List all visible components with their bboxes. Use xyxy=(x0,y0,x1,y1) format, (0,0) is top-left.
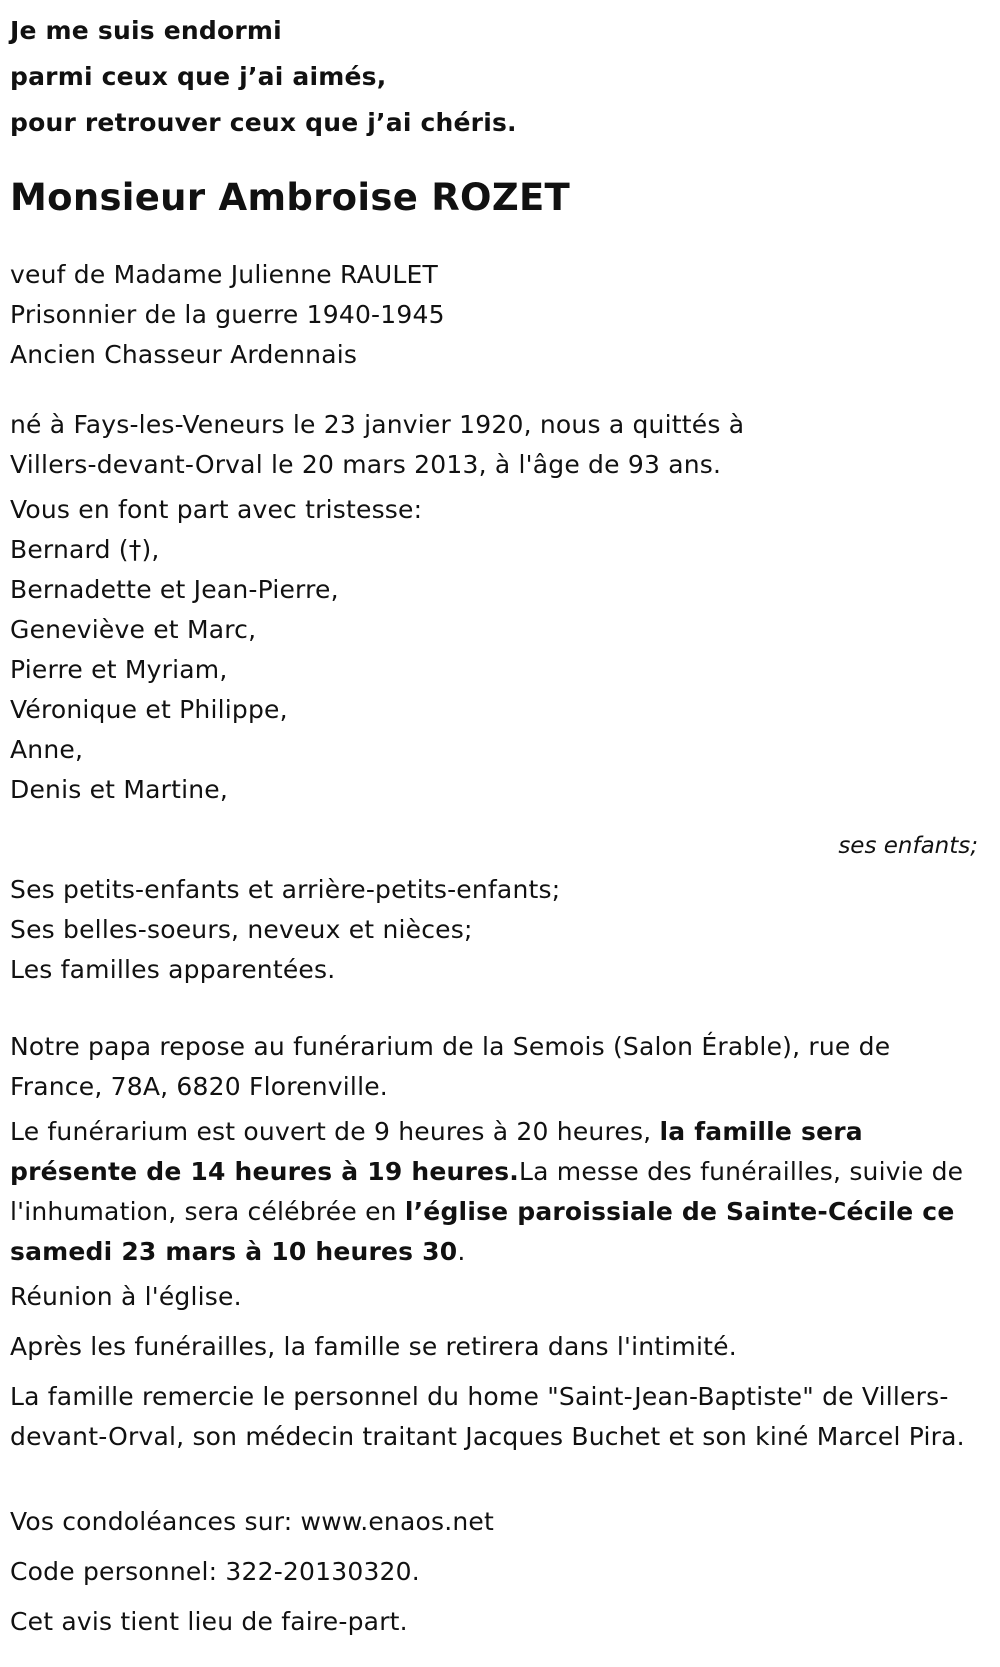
children-role: ses enfants; xyxy=(838,833,978,859)
condolences-paragraph: Vos condoléances sur: www.enaos.net xyxy=(10,1507,494,1536)
epigraph xyxy=(10,8,517,146)
visit-text: Le funérarium est ouvert de 9 heures à 20 heures, xyxy=(10,1117,660,1146)
epigraph-line: Je me suis endormi xyxy=(10,16,282,45)
code-paragraph: Code personnel: 322-20130320. xyxy=(10,1557,420,1586)
birth-death-paragraph: né à Fays-les-Veneurs le 23 janvier 1920, nous a quittés à Villers-devant-Orval le 20 mars 2013, à l'âge de 93 ans. xyxy=(10,410,745,479)
funeral-mass-details: l’église paroissiale de Sainte-Cécile ce samedi 23 mars à 10 heures 30 xyxy=(10,1197,955,1266)
relatives-block xyxy=(10,870,970,990)
visit-family-hours: la famille sera présente de 14 heures à 19 heures. xyxy=(10,1117,863,1186)
title-line: Ancien Chasseur Ardennais xyxy=(10,340,358,369)
relatives-line: Ses petits-enfants et arrière-petits-enfants; xyxy=(10,875,561,904)
family-announcement xyxy=(10,490,970,810)
epigraph-line: pour retrouver ceux que j’ai chéris. xyxy=(10,108,517,137)
child-entry: Bernadette et Jean-Pierre, xyxy=(10,575,339,604)
relatives-line: Les familles apparentées. xyxy=(10,955,336,984)
relatives-line: Ses belles-soeurs, neveux et nièces; xyxy=(10,915,473,944)
epigraph-line: parmi ceux que j’ai aimés, xyxy=(10,62,387,91)
title-line: veuf de Madame Julienne RAULET xyxy=(10,260,438,289)
thanks-paragraph: La famille remercie le personnel du home "Saint-Jean-Baptiste" de Villers-devant-Orval, son médecin traitant Jacques Buchet et son kiné Marcel Pira. xyxy=(10,1382,965,1451)
visit-text: . xyxy=(457,1237,466,1266)
child-entry: Geneviève et Marc, xyxy=(10,615,257,644)
announce-intro: Vous en font part avec tristesse: xyxy=(10,495,423,524)
meeting-paragraph: Réunion à l'église. xyxy=(10,1282,242,1311)
child-entry: Denis et Martine, xyxy=(10,775,229,804)
deceased-name: Monsieur Ambroise ROZET xyxy=(10,176,571,219)
after-paragraph: Après les funérailles, la famille se retirera dans l'intimité. xyxy=(10,1332,737,1361)
title-line: Prisonnier de la guerre 1940-1945 xyxy=(10,300,445,329)
titles-block xyxy=(10,255,970,375)
notice-paragraph: Cet avis tient lieu de faire-part. xyxy=(10,1607,408,1636)
visit-paragraph xyxy=(10,1112,970,1272)
visit-text: La messe des funérailles, suivie de l'inhumation, sera célébrée en xyxy=(10,1157,964,1226)
child-entry: Pierre et Myriam, xyxy=(10,655,228,684)
child-entry: Anne, xyxy=(10,735,84,764)
child-entry: Bernard (†), xyxy=(10,535,160,564)
rest-place-paragraph: Notre papa repose au funérarium de la Semois (Salon Érable), rue de France, 78A, 6820 Florenville. xyxy=(10,1032,891,1101)
child-entry: Véronique et Philippe, xyxy=(10,695,288,724)
